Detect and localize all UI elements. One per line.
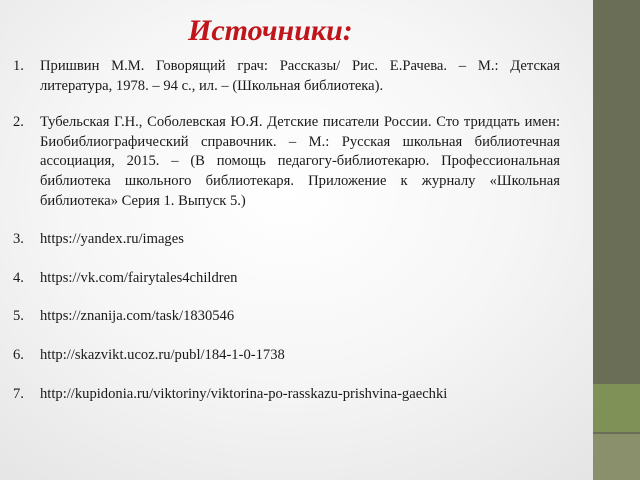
sidebar-accent-block <box>593 434 640 480</box>
source-link[interactable]: http://kupidonia.ru/viktoriny/viktorina-po-rasskazu-prishvina-gaechki <box>40 385 448 402</box>
source-number: 2. <box>13 114 24 131</box>
source-link[interactable]: https://vk.com/fairytales4children <box>40 269 238 286</box>
source-number: 6. <box>13 346 24 363</box>
source-number: 5. <box>13 308 24 325</box>
decorative-sidebar <box>593 0 640 480</box>
source-item <box>13 385 560 405</box>
source-number: 7. <box>13 385 24 402</box>
source-number: 1. <box>13 58 24 74</box>
source-text: Пришвин М.М. Говорящий грач: Рассказы/ Рис. Е.Рачева. – М.: Детская литература, 1978. – 94 с., ил. – (Школьная библиотека). <box>40 58 560 94</box>
source-item <box>13 269 560 289</box>
source-link[interactable]: https://yandex.ru/images <box>40 231 184 248</box>
source-number: 3. <box>13 231 24 248</box>
source-item <box>13 230 560 250</box>
source-link[interactable]: http://skazvikt.ucoz.ru/publ/184-1-0-1738 <box>40 346 285 363</box>
slide-title: Источники: <box>188 14 353 47</box>
source-item <box>13 346 560 366</box>
source-link[interactable]: https://znanija.com/task/1830546 <box>40 308 235 325</box>
source-text: Тубельская Г.Н., Соболевская Ю.Я. Детские писатели России. Сто тридцать имен: Биобиблиографический справочник. – М.: Русская школьная библиотечная ассоциация, 2015. – (В помощь педагогу-библиотекарю. Профессиональная библиотека школьного библиотекаря. Приложение к журналу «Школьная библиотека» Серия 1. Выпуск 5.) <box>40 114 560 209</box>
source-item <box>13 307 560 327</box>
sidebar-accent-block <box>593 384 640 432</box>
source-item <box>13 57 560 96</box>
sources-list <box>13 57 560 404</box>
source-item <box>13 113 560 211</box>
source-number: 4. <box>13 269 24 286</box>
